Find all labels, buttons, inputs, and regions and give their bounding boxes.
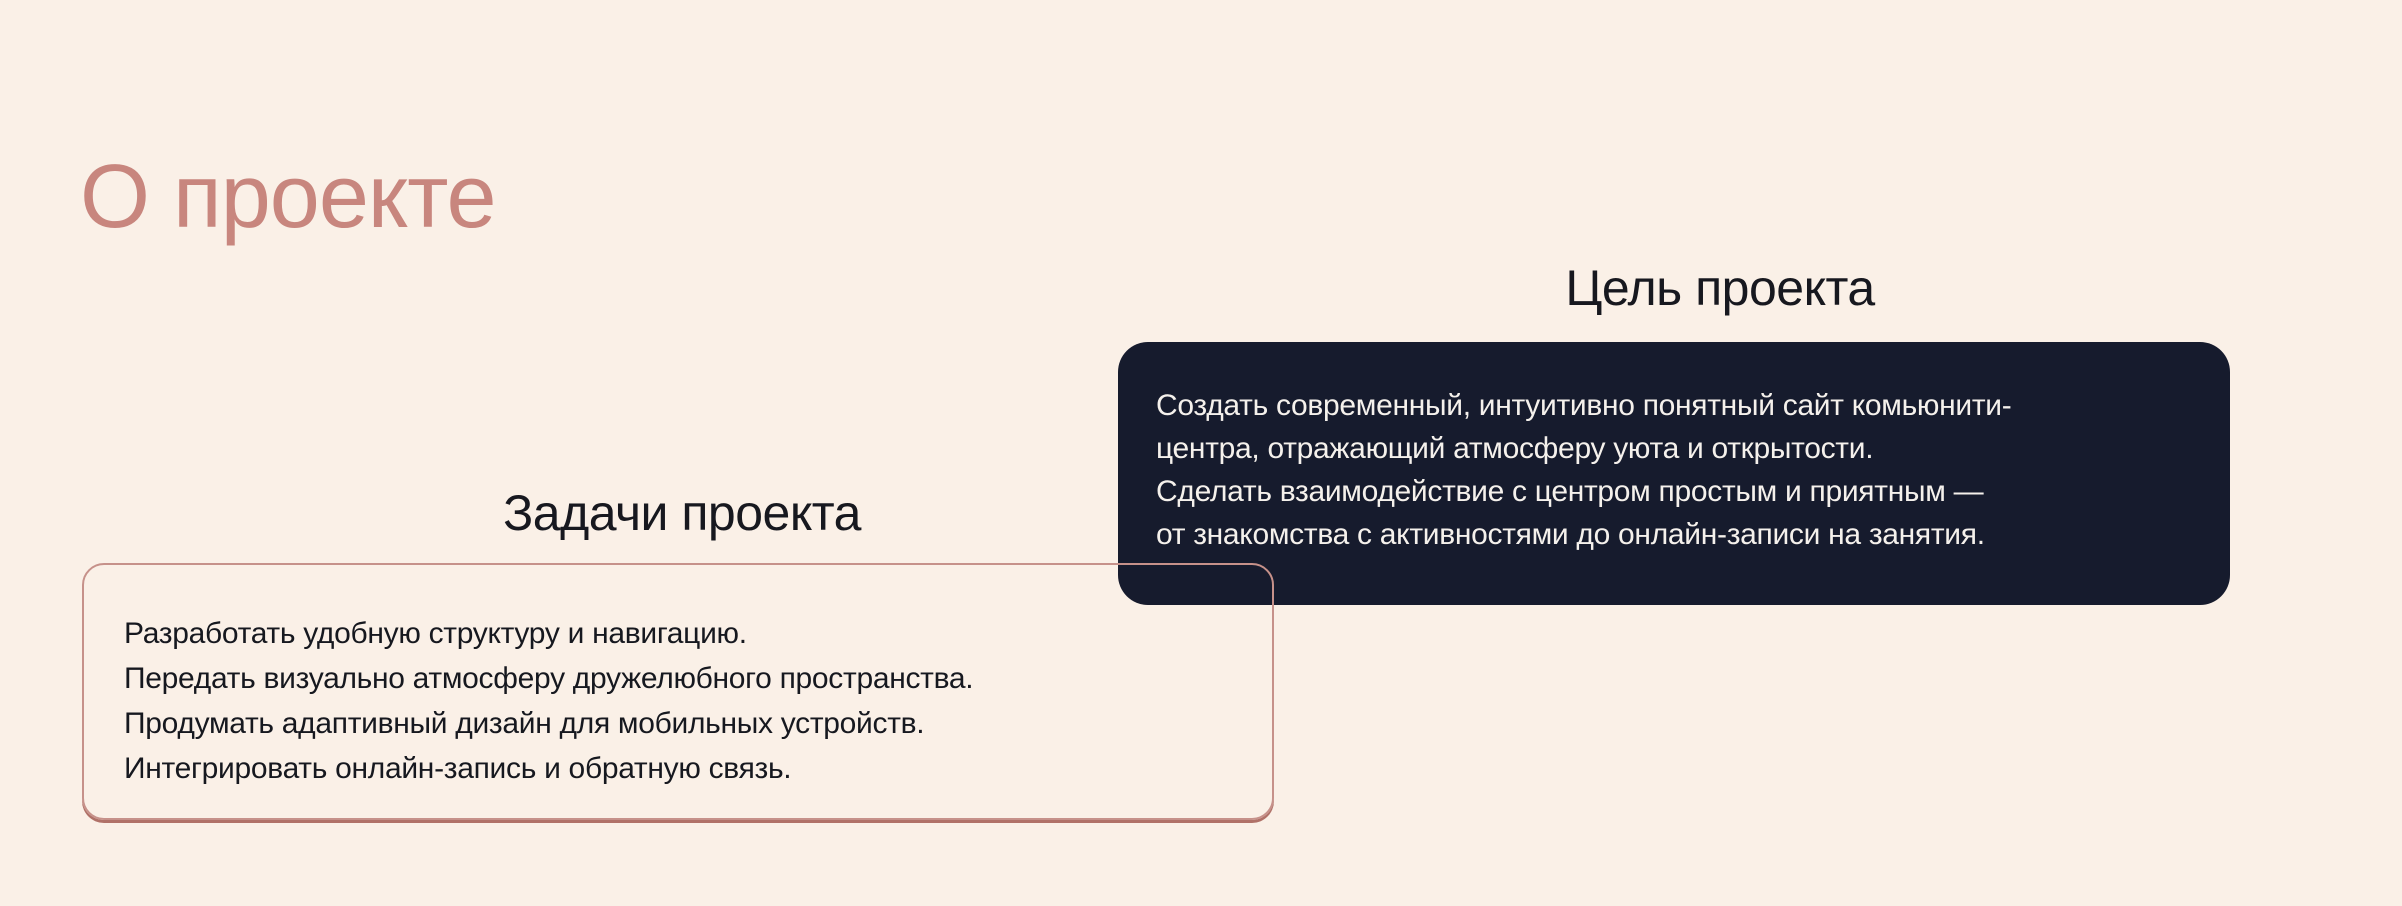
page-title: О проекте <box>80 147 496 247</box>
goal-section-heading: Цель проекта <box>1565 260 1875 316</box>
task-text-line: Передать визуально атмосферу дружелюбного пространства. <box>124 662 974 695</box>
tasks-section-heading: Задачи проекта <box>503 485 861 541</box>
task-text-line: Интегрировать онлайн-запись и обратную связь. <box>124 752 792 785</box>
goal-card <box>1118 342 2230 605</box>
task-text-line: Продумать адаптивный дизайн для мобильных устройств. <box>124 707 925 740</box>
goal-text-line: от знакомства с активностями до онлайн-записи на занятия. <box>1156 518 1985 551</box>
goal-text-line: центра, отражающий атмосферу уюта и открытости. <box>1156 432 1874 465</box>
goal-text-line: Сделать взаимодействие с центром простым и приятным — <box>1156 475 1984 508</box>
task-text-line: Разработать удобную структуру и навигацию. <box>124 617 747 650</box>
goal-text-line: Создать современный, интуитивно понятный сайт комьюнити- <box>1156 389 2012 422</box>
tasks-card <box>82 563 1274 820</box>
